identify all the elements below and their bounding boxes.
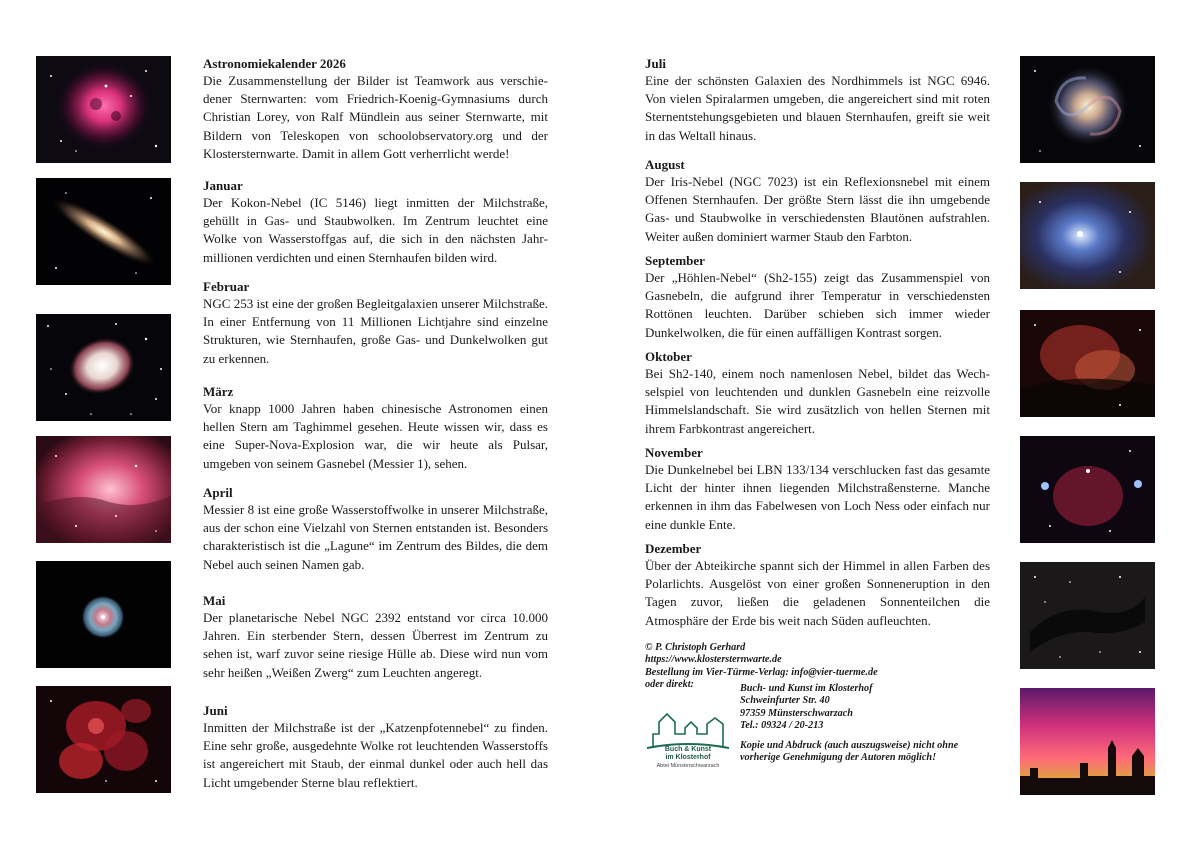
month-title: September [645,253,705,268]
order-line: Bestellung im Vier-Türme-Verlag: info@vier-tuerme.de [645,666,878,678]
sh2-140-nebula-photo [1020,436,1155,543]
month-text: NGC 253 ist eine der großen Begleitgalaxien unserer Milchstraße. In einer Entfernung von 11 Millionen Lichtjahre sind einzelne Strukturen, wie Sternhaufen, große Gas- und Dunkelwolken gut zu erkennen. [203,296,548,366]
image-aurora-abbey [1020,688,1155,795]
address-block [740,683,872,733]
month-october [645,348,990,438]
month-text: Vor knapp 1000 Jahren haben chinesische Astronomen einen hellen Stern am Taghimmel gesehen. Heute wissen wir, dass es eine Super-Nova-Explosion war, die wir heute als Pulsar, umgeben von seinem Gasnebel (Messier 1), sehen. [203,401,548,471]
cats-paw-nebula-photo [36,686,171,793]
month-title: Juli [645,56,666,71]
logo-line-2: im Klosterhof [665,754,711,761]
image-eskimo-nebula [36,561,171,668]
crab-nebula-photo [36,314,171,421]
image-lagoon-nebula [36,436,171,543]
month-text: Der Iris-Nebel (NGC 7023) ist ein Reflexionsnebel mit einem Offenen Sternhaufen. Der größte Stern lässt die ihn umgebende Gas- und Staubwolke in verschiedensten Blautönen aufstrahlen. Weiter außen dominiert warmer Staub den Farbton. [645,174,990,244]
eskimo-nebula-photo [36,561,171,668]
abbey-towers-icon [645,710,731,750]
or-direct-label: oder direkt: [645,679,694,691]
address-line: Buch- und Kunst im Klosterhof [740,683,873,694]
copyright-line: © P. Christoph Gerhard [645,642,746,653]
month-june [203,702,548,792]
image-sh2-140-nebula [1020,436,1155,543]
cocoon-nebula-photo [36,56,171,163]
month-july [645,55,990,145]
month-text: Der „Höhlen-Nebel“ (Sh2-155) zeigt das Zusammenspiel von Gasnebeln, die aufgrund ihrer Temperatur in verschiedensten Rottönen leuchten. Darüber schieben sich immer wieder Dunkelwolken, die für einen auffälligen Kontrast sorgen. [645,270,990,340]
iris-nebula-photo [1020,182,1155,289]
address-line: Tel.: 09324 / 20-213 [740,720,824,732]
image-cats-paw-nebula [36,686,171,793]
month-text: Über der Abteikirche spannt sich der Himmel in allen Farben des Polarlichts. Ausgelöst von einer großen Sonneneruption in den Tagen zuvor, ließen die geladenen Sonnenteilchen die Atmosphäre der Erde bis weit nach Süden aufleuchten. [645,558,990,628]
ngc253-galaxy-photo [36,178,171,285]
month-november [645,444,990,534]
logo-line-3: Abtei Münsterschwarzach [656,763,720,769]
month-text: Inmitten der Milchstraße ist der „Katzenpfotennebel“ zu finden. Eine sehr große, ausgedehnte Wolke rot leuchtenden Wasserstoffs ist angereichert mit Staub, der einmal dunkel oder auch hell das Licht umgebender Sterne blau reflektiert. [203,720,548,790]
month-august [645,156,990,246]
month-text: Eine der schönsten Galaxien des Nordhimmels ist NGC 6946. Von vielen Spiralarmen umgeben, die angereichert sind mit roten Sternentstehungsgebieten und blauen Sternhaufen, greift sie weit in das Weltall hinaus. [645,73,990,143]
website-link[interactable]: https://www.klostersternwarte.de [645,654,782,666]
image-crab-nebula [36,314,171,421]
image-ngc6946-galaxy [1020,56,1155,163]
logo-line-1: Buch & Kunst [664,746,712,753]
month-april [203,484,548,574]
month-text: Die Dunkelnebel bei LBN 133/134 verschlucken fast das gesamte Licht der hinter ihnen liegenden Milchstraßensterne. Manche erkennen in ihm das Fabelwesen von Loch Ness oder einfach nur eine dunkle Ente. [645,462,990,532]
month-text: Messier 8 ist eine große Wasserstoffwolke in unserer Milchstraße, aus der schon eine Vielzahl von Sternen entstanden ist. Besonders charakteristisch ist die „Lagune“ im Zentrum des Bildes, die dem Nebel auch seinen Namen gab. [203,502,548,572]
month-may [203,592,548,682]
month-title: März [203,384,234,399]
copyright-notice: Kopie und Abdruck (auch auszugsweise) nicht ohne vorherige Genehmigung der Autoren möglich! [740,740,959,764]
lbn-dark-nebula-photo [1020,562,1155,669]
address-line: 97359 Münsterschwarzach [740,707,853,719]
month-march [203,383,548,473]
month-text: Der Kokon-Nebel (IC 5146) liegt inmitten der Milchstraße, gehüllt in Gas- und Staubwolken. Im Zentrum leuchtet eine Wolke von Wasserstoffgas auf, die sich in den nächsten Jahrmillionen verdichten und einen Sternhaufen bilden wird. [203,195,548,265]
intro-text: Die Zusammenstellung der Bilder ist Teamwork aus verschiedener Sternwarten: vom Friedrich-Koenig-Gymnasiums durch Christian Lorey, von Ralf Mündlein aus seiner Sternwarte, mit Bildern von Teleskopen von schoolobservatory.org und der Klostersternwarte. Damit in allem Gott verherrlicht werde! [203,73,548,161]
month-title: Juni [203,703,228,718]
image-lbn-dark-nebula [1020,562,1155,669]
intro-title: Astronomiekalender 2026 [203,56,346,71]
month-december [645,540,990,630]
image-ngc253-galaxy [36,178,171,285]
logo-caption [645,746,731,770]
month-title: November [645,445,703,460]
month-title: Mai [203,593,226,608]
month-title: April [203,485,233,500]
month-february [203,278,548,368]
intro-section [203,55,548,163]
month-title: Februar [203,279,250,294]
month-january [203,177,548,267]
month-title: Januar [203,178,243,193]
image-cocoon-nebula [36,56,171,163]
lagoon-nebula-photo [36,436,171,543]
month-title: Oktober [645,349,692,364]
address-line: Schweinfurter Str. 40 [740,695,830,707]
month-text: Bei Sh2-140, einem noch namenlosen Nebel, bildet das Wechselspiel von leuchtenden und dunklen Gasnebeln eine reizvolle Himmelslandschaft. Sie wird zusätzlich von hellen Sternen mit ihrem Farbkontrast angereichert. [645,366,990,436]
aurora-abbey-photo [1020,688,1155,795]
month-title: Dezember [645,541,702,556]
image-iris-nebula [1020,182,1155,289]
month-text: Der planetarische Nebel NGC 2392 entstand vor circa 10.000 Jahren. Ein sterbender Stern, dessen Überrest im Zentrum zu sehen ist, warf zuvor seine riesige Hülle ab. Diese wird nun vom sehr heißen „Weißen Zwerg“ zum Leuchten angeregt. [203,610,548,680]
image-cave-nebula [1020,310,1155,417]
month-title: August [645,157,685,172]
ngc6946-galaxy-photo [1020,56,1155,163]
month-september [645,252,990,342]
cave-nebula-photo [1020,310,1155,417]
